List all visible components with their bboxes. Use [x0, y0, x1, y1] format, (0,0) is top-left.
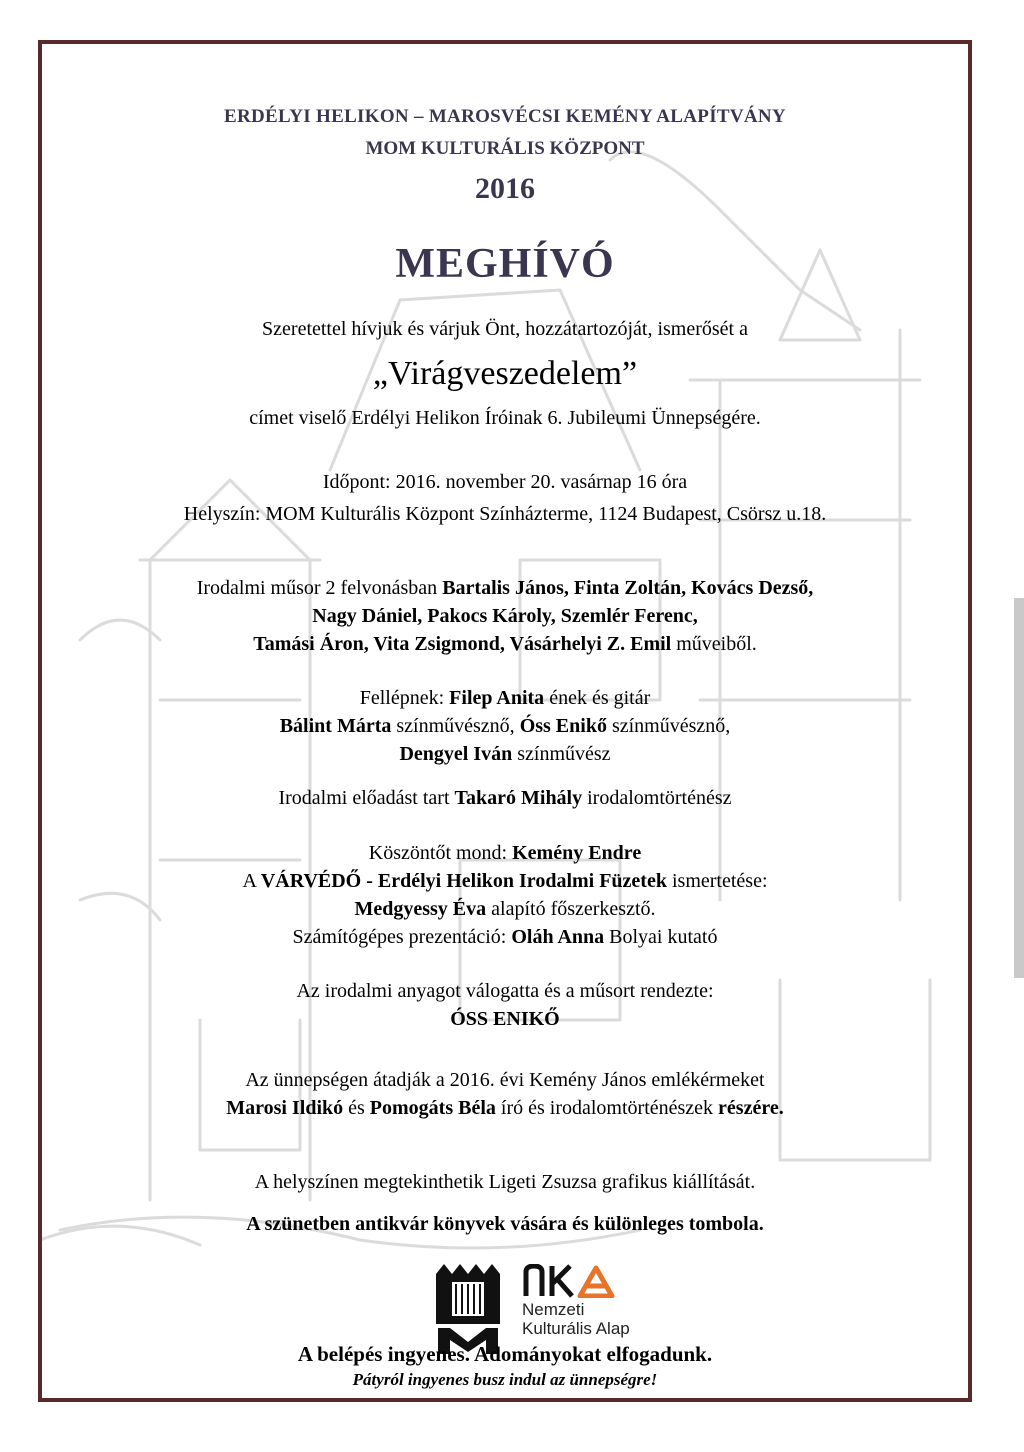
greeting-line-1: Köszöntőt mond: Kemény Endre	[368, 842, 642, 864]
award-line-1: Az ünnepségen átadják a 2016. évi Kemény János emlékérmeket	[245, 1069, 765, 1091]
event-name: „Virágveszedelem”	[372, 355, 638, 392]
lecture-line: Irodalmi előadást tart Takaró Mihály irodalomtörténész	[278, 787, 732, 809]
intro-line-3: címet viselő Erdélyi Helikon Íróinak 6. Jubileumi Ünnepségére.	[249, 407, 761, 429]
nka-line-2: Kulturális Alap	[522, 1319, 630, 1338]
intro-line: Szeretettel hívjuk és várjuk Önt, hozzátartozóját, ismerősét a	[262, 318, 748, 340]
greeting-line-2: A VÁRVÉDŐ - Erdélyi Helikon Irodalmi Füzetek ismertetése:	[242, 870, 768, 892]
year: 2016	[475, 172, 535, 205]
organizer-line-2: MOM KULTURÁLIS KÖZPONT	[365, 138, 645, 159]
event-place: Helyszín: MOM Kulturális Központ Színházterme, 1124 Budapest, Csörsz u.18.	[183, 503, 827, 525]
greeting-line-3: Medgyessy Éva alapító főszerkesztő.	[354, 898, 656, 920]
bus-note: Pátyról ingyenes busz indul az ünnepségre!	[352, 1370, 658, 1389]
free-entry-note: A belépés ingyenes. Adományokat elfogadunk.	[297, 1342, 713, 1366]
break-note: A szünetben antikvár könyvek vására és különleges tombola.	[246, 1213, 764, 1235]
nka-logo-icon	[522, 1264, 622, 1298]
exhibition-line: A helyszínen megtekinthetik Ligeti Zsuzsa grafikus kiállítását.	[254, 1171, 756, 1193]
performers-line-3: Dengyel Iván színművész	[399, 743, 611, 765]
performers-line-2: Bálint Márta színművésznő, Óss Enikő színművésznő,	[279, 715, 731, 737]
director-line: Az irodalmi anyagot válogatta és a műsort rendezte:	[296, 980, 714, 1002]
program-line-1: Irodalmi műsor 2 felvonásban Bartalis János, Finta Zoltán, Kovács Dezső,	[196, 577, 814, 599]
award-line-2: Marosi Ildikó és Pomogáts Béla író és irodalomtörténészek részére.	[226, 1097, 784, 1119]
nka-line-1: Nemzeti	[522, 1300, 585, 1319]
performers-line-1: Fellépnek: Filep Anita ének és gitár	[359, 687, 651, 709]
greeting-line-4: Számítógépes prezentáció: Oláh Anna Bolyai kutató	[292, 926, 718, 948]
program-line-2: Nagy Dániel, Pakocs Károly, Szemlér Ferenc,	[312, 605, 698, 627]
organizer-line-1: ERDÉLYI HELIKON – MAROSVÉCSI KEMÉNY ALAPÍTVÁNY	[224, 106, 786, 127]
nka-logo-text	[522, 1300, 630, 1338]
director-name: ÓSS ENIKŐ	[450, 1008, 560, 1030]
event-time: Időpont: 2016. november 20. vasárnap 16 óra	[322, 471, 688, 493]
page-title: MEGHÍVÓ	[395, 241, 615, 287]
page-edge-shadow	[1014, 598, 1024, 978]
program-line-3: Tamási Áron, Vita Zsigmond, Vásárhelyi Z. Emil műveiből.	[253, 633, 757, 655]
